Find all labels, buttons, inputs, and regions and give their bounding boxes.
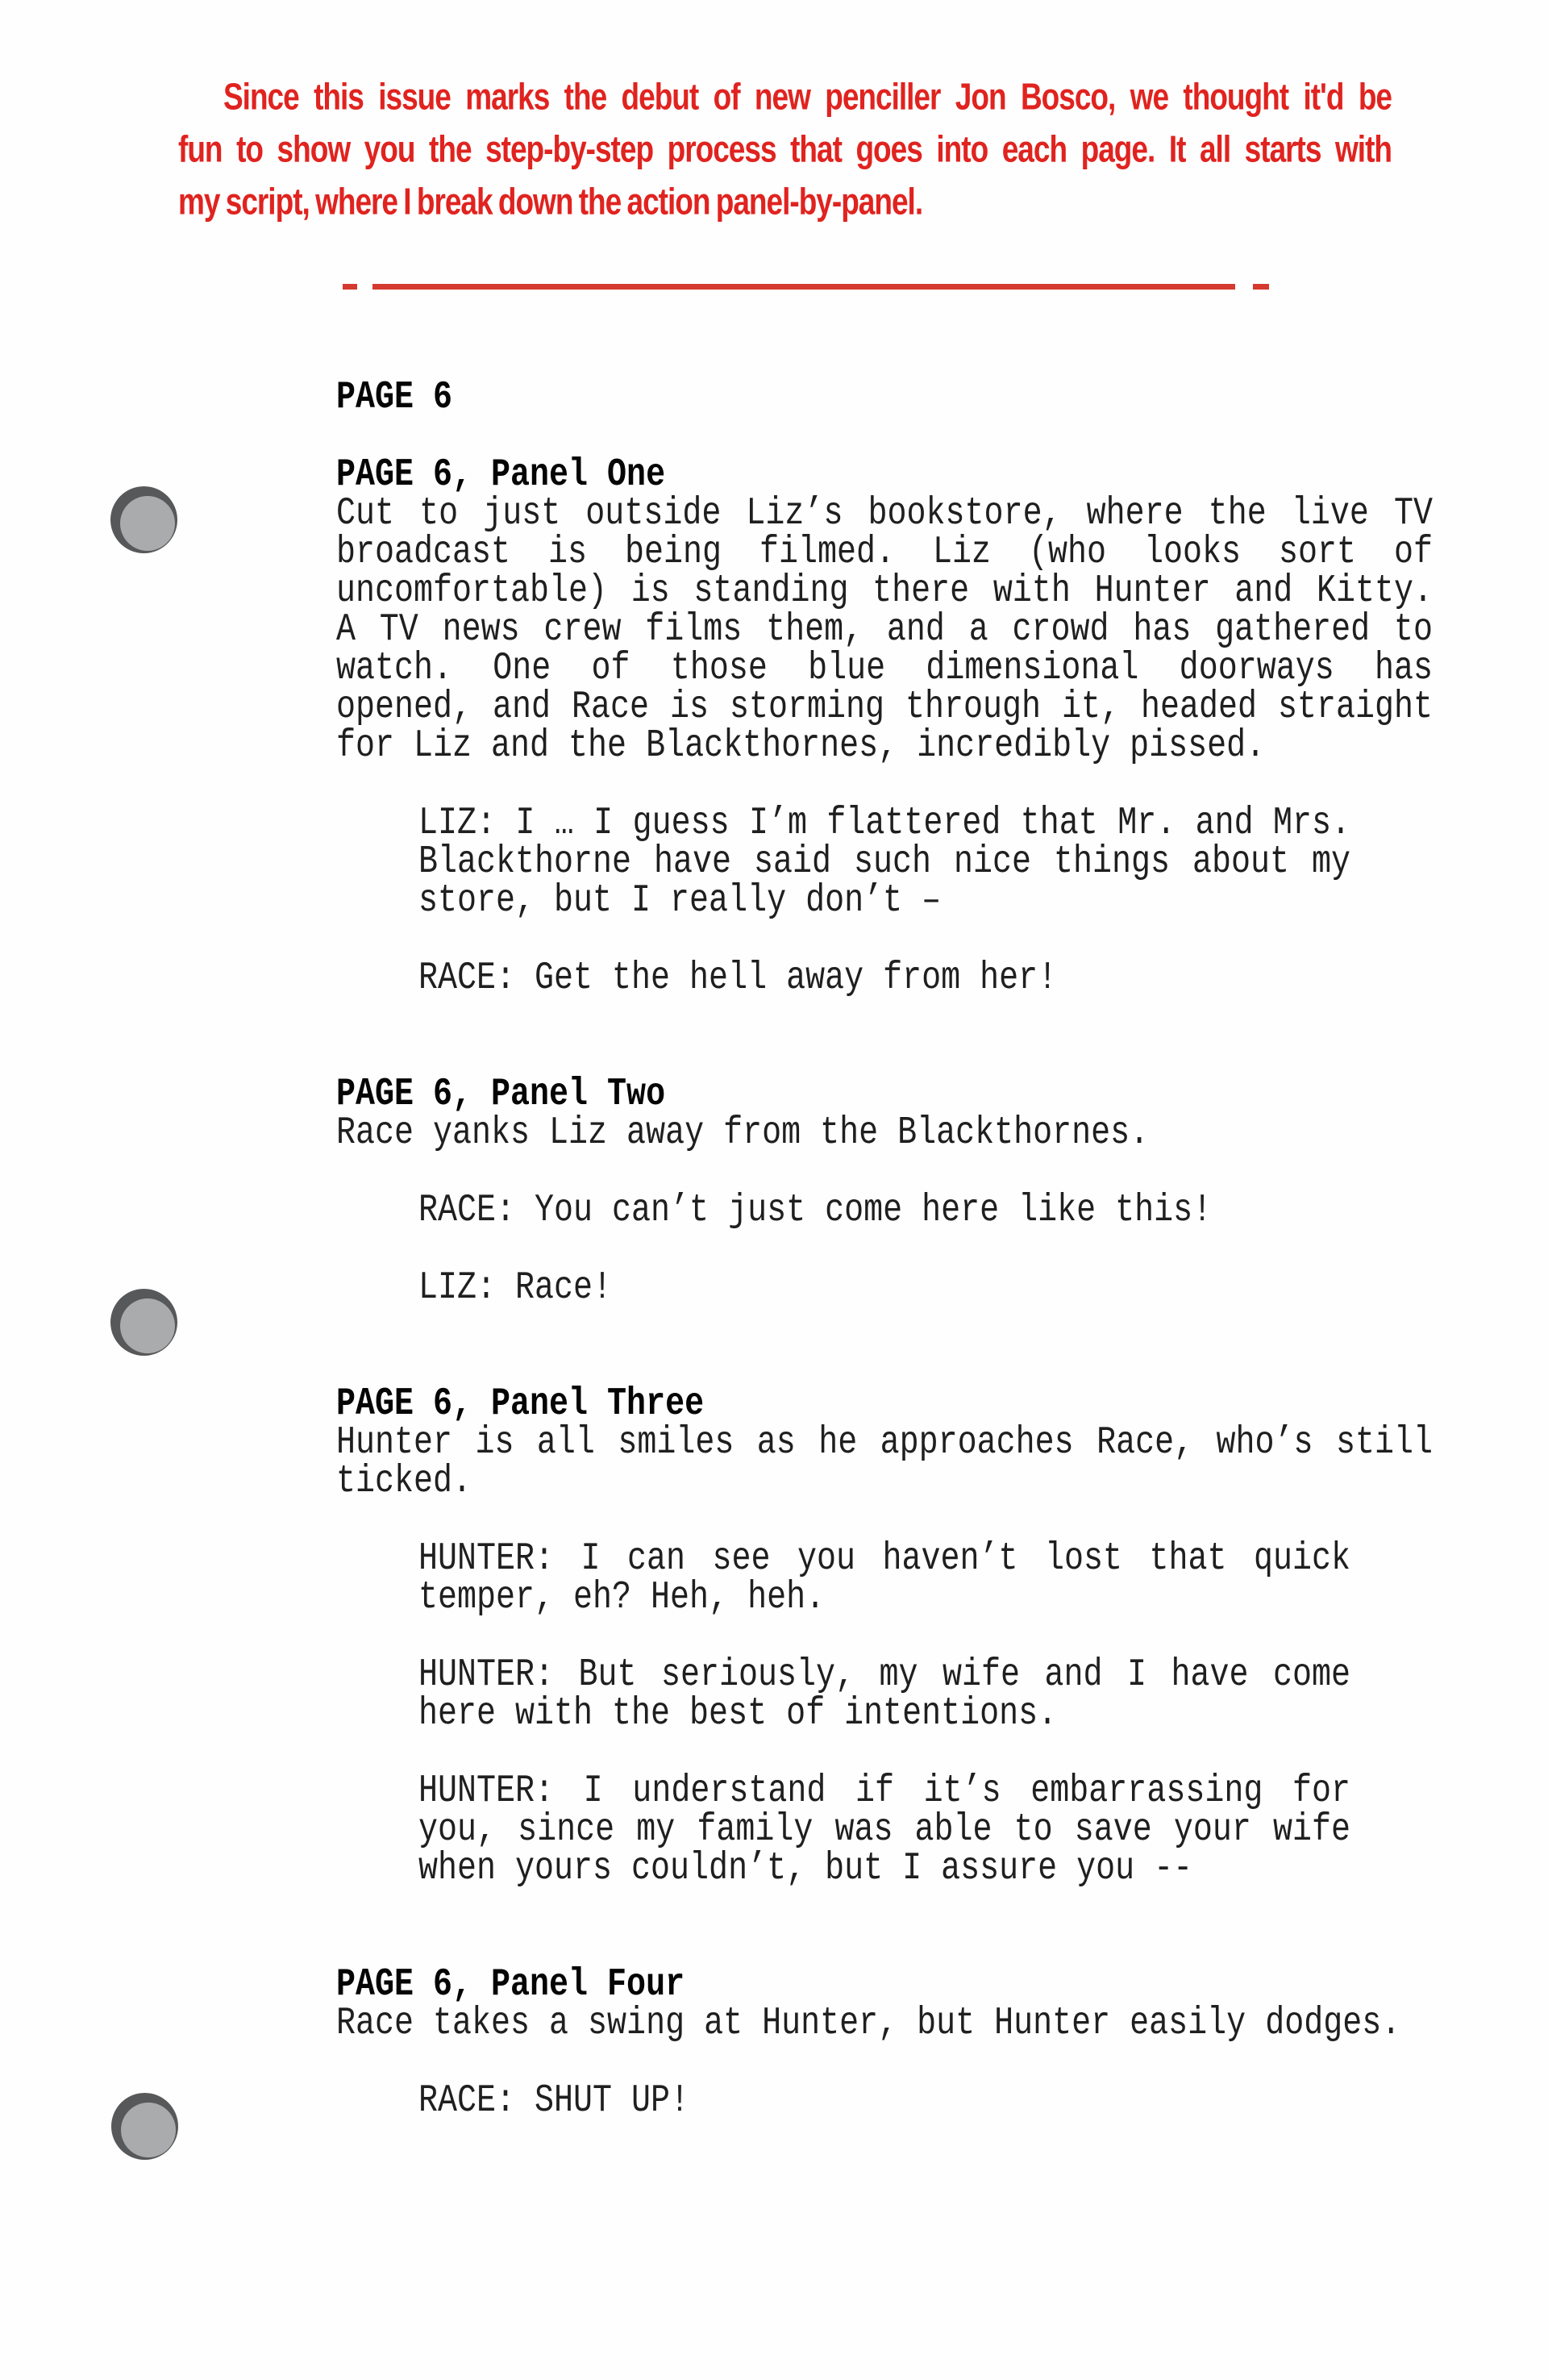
panel-one-heading: PAGE 6, Panel One — [336, 453, 666, 498]
binder-hole — [111, 2093, 178, 2160]
dialogue-liz: LIZ: Race! — [418, 1266, 613, 1311]
binder-hole-inner — [120, 1298, 175, 1353]
panel-two-heading: PAGE 6, Panel Two — [336, 1073, 666, 1117]
divider-dash-left — [343, 284, 357, 290]
panel-three-heading: PAGE 6, Panel Three — [336, 1382, 705, 1427]
dialogue-hunter: HUNTER: I understand if it’s embarrassing for you, since my family was able to save your wife when yours couldn’t, but I assure you -- — [418, 1769, 1350, 1891]
intro-line-3: my script, where I break down the action panel-by-panel. — [178, 181, 923, 223]
dialogue-liz: LIZ: I … I guess I’m flattered that Mr. and Mrs. Blackthorne have said such nice things about my store, but I really don’t – — [418, 802, 1350, 923]
dialogue-hunter: HUNTER: I can see you haven’t lost that quick temper, eh? Heh, heh. — [418, 1537, 1350, 1620]
dialogue-race: RACE: Get the hell away from her! — [418, 957, 1058, 1001]
panel-four-description: Race takes a swing at Hunter, but Hunter easily dodges. — [336, 2002, 1401, 2046]
binder-hole-inner — [120, 496, 175, 551]
divider-rule — [343, 284, 1270, 290]
panel-one-description: Cut to just outside Liz’s bookstore, where the live TV broadcast is being filmed. Liz (who looks sort of uncomfortable) is standing there with Hunter and Kitty. A TV news crew films them, and a crowd has gathered to watch. One of those blue dimensional doorways has opened, and Race is storming through it, headed straight for Liz and the Blackthornes, incredibly pissed. — [336, 492, 1433, 769]
dialogue-race: RACE: SHUT UP! — [418, 2079, 690, 2124]
dialogue-race: RACE: You can’t just come here like this! — [418, 1189, 1213, 1233]
panel-three-description: Hunter is all smiles as he approaches Race, who’s still ticked. — [336, 1421, 1433, 1504]
divider-bar — [372, 284, 1235, 290]
dialogue-hunter: HUNTER: But seriously, my wife and I have come here with the best of intentions. — [418, 1653, 1350, 1736]
script-body — [336, 376, 1433, 2124]
page-heading: PAGE 6 — [336, 376, 453, 420]
divider-dash-right — [1253, 284, 1269, 290]
binder-hole — [110, 1289, 177, 1356]
binder-hole — [110, 486, 177, 553]
intro-line-1: Since this issue marks the debut of new penciller Jon Bosco, we thought it'd be — [223, 76, 1392, 118]
panel-two-description: Race yanks Liz away from the Blackthornes. — [336, 1111, 1150, 1156]
intro-note — [178, 71, 1392, 228]
intro-line-2: fun to show you the step-by-step process that goes into each page. It all starts with — [178, 128, 1392, 170]
binder-hole-inner — [121, 2103, 176, 2157]
panel-four-heading: PAGE 6, Panel Four — [336, 1963, 685, 2007]
